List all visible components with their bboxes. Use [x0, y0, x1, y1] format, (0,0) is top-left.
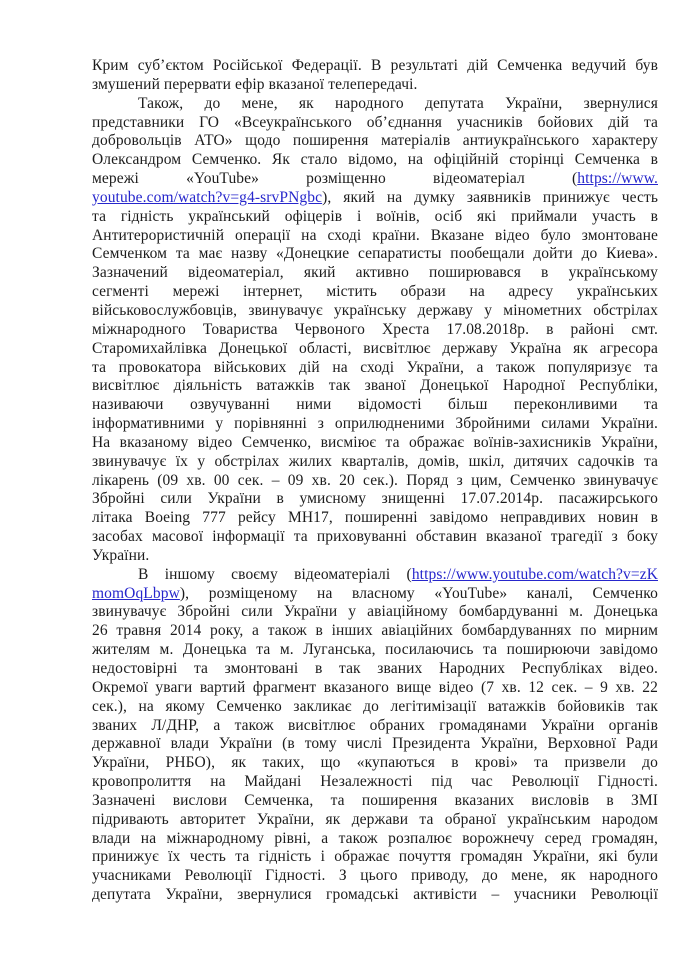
text-run: України. — [92, 546, 150, 564]
document-line — [92, 698, 658, 717]
text-run: принижує їх честь та гідність і ображає почуття громадян України, які були — [92, 848, 658, 866]
text-run: Окремої уваги вартий фрагмент вказаного вище відео (7 хв. 12 сек. – 9 хв. 22 — [92, 678, 658, 696]
document-line — [92, 434, 658, 453]
document-line — [92, 453, 658, 472]
youtube-link[interactable]: youtube.com/watch?v=g4-srvPNgbc — [92, 188, 323, 206]
text-run: та гідність український офіцерів і воїнів, осіб які приймали участь в — [92, 207, 658, 225]
document-line — [92, 208, 658, 227]
document-line — [92, 151, 658, 170]
document-line — [92, 528, 658, 547]
document-line — [92, 886, 658, 905]
document-line — [92, 340, 658, 359]
document-line — [92, 170, 658, 189]
document-line — [92, 132, 658, 151]
text-run: мережі «YouTube» розміщенно відеоматеріал ( — [92, 170, 578, 188]
document-line — [92, 754, 658, 773]
document-line — [92, 415, 658, 434]
document-line — [92, 264, 658, 283]
document-line — [92, 509, 658, 528]
document-line — [92, 227, 658, 246]
document-line — [92, 95, 658, 114]
text-run: літака Boeing 777 рейсу МН17, поширенні завідомо неправдивих новин в — [92, 509, 658, 527]
document-line — [92, 603, 658, 622]
text-run: недостовірні та змонтовані в так званих Народних Республіках відео. — [92, 660, 658, 677]
document-line — [92, 359, 658, 378]
text-run: України, РНБО), як таких, що «купаються в крові» та призвели до — [92, 754, 658, 772]
text-run: На вказаному відео Семченко, висміює та ображає воїнів-захисників України, — [92, 433, 658, 451]
text-run: інформативними у порівнянні з оприлюдненими Збройними силами України. — [92, 415, 658, 433]
document-line — [92, 283, 658, 302]
document-line — [92, 641, 658, 660]
text-run: званих Л/ДНР, а також висвітлює обраних громадянами України органів — [92, 716, 658, 734]
text-run: лікарень (09 хв. 00 сек. – 09 хв. 20 сек.). Поряд з цим, Семченко звинувачує — [92, 471, 658, 489]
text-run: депутата України, звернулися громадські активісти – учасники Революції — [92, 886, 658, 904]
text-run: Зазначений відеоматеріал, який активно поширювався в українському — [92, 264, 658, 282]
document-line — [92, 76, 658, 95]
document-line — [92, 830, 658, 849]
text-run: представники ГО «Всеукраїнського об’єднання учасників бойових дій та — [92, 113, 658, 131]
document-line — [92, 735, 658, 754]
text-run: Антитерористичній операції на сході країни. Вказане відео було змонтоване — [92, 226, 658, 244]
document-line — [92, 792, 658, 811]
text-run: влади на міжнародному рівні, а також розпалює ворожнечу серед громадян, — [92, 829, 658, 847]
text-run: ), розміщеному на власному «YouTube» каналі, Семченко — [179, 584, 658, 602]
text-run: підривають авторитет України, як держави та обраної українським народом — [92, 810, 658, 828]
text-run: Семченком та має назву «Донецкие сепаратисты пообещали дойти до Киева». — [92, 245, 658, 263]
text-run: сегменті мережі інтернет, містить образи на адресу українських — [92, 283, 658, 301]
document-line — [92, 679, 658, 698]
text-run: Зазначені вислови Семченка, та поширення вказаних висловів в ЗМІ — [92, 791, 658, 809]
document-text-block — [92, 57, 658, 905]
document-line — [92, 189, 658, 208]
text-run: сек.), на якому Семченко закликає до легітимізації ватажків бойовиків так — [92, 697, 658, 715]
text-run: звинувачує Збройні сили України у авіаційному бомбардуванні м. Донецька — [92, 603, 658, 621]
text-run: державної влади України (в тому числі Президента України, Верховної Ради — [92, 735, 658, 753]
text-run: кровопролиття на Майдані Незалежності під час Революції Гідності. — [92, 773, 658, 791]
text-run: добровольців АТО» щодо поширення матеріалів антиукраїнського характеру — [92, 132, 658, 150]
document-line — [92, 622, 658, 641]
text-run: В іншому своєму відеоматеріалі ( — [138, 565, 412, 583]
document-line — [92, 377, 658, 396]
document-line — [92, 773, 658, 792]
document-line — [92, 57, 658, 76]
text-run: Олександром Семченко. Як стало відомо, на офіційній сторінці Семченка в — [92, 151, 658, 169]
text-run: Крим суб’єктом Російської Федерації. В результаті дій Семченка ведучий був — [92, 57, 658, 74]
text-run: Збройні сили України в умисному знищенні 17.07.2014р. пасажирського — [92, 490, 658, 508]
text-run: Також, до мене, як народного депутата України, звернулися — [138, 94, 658, 112]
text-run: змушений перервати ефір вказаної телепередачі. — [92, 75, 418, 93]
text-run: та провокатора військових дій на сході України, а також популяризує та — [92, 358, 658, 376]
text-run: учасниками Революції Гідності. З цього приводу, до мене, як народного — [92, 867, 658, 885]
document-line — [92, 717, 658, 736]
youtube-link[interactable]: momOqLbpw — [92, 584, 180, 602]
document-line — [92, 547, 658, 566]
text-run: звинувачує їх у обстрілах жилих кварталів, домів, шкіл, дитячих садочків та — [92, 452, 658, 470]
document-line — [92, 490, 658, 509]
youtube-link[interactable]: https://www. — [577, 170, 658, 188]
text-run: називаючи озвучуванні ними відомості більш переконливими та — [92, 396, 658, 414]
document-line — [92, 811, 658, 830]
document-line — [92, 114, 658, 133]
text-run: військовослужбовців, звинувачує українську державу у мінометних обстрілах — [92, 301, 658, 319]
document-line — [92, 566, 658, 585]
document-line — [92, 321, 658, 340]
document-line — [92, 585, 658, 604]
youtube-link[interactable]: https://www.youtube.com/watch?v=zK — [411, 565, 658, 583]
text-run: висвітлює діяльність ватажків так званої Донецької Народної Республіки, — [92, 377, 658, 395]
text-run: міжнародного Товариства Червоного Хреста 17.08.2018р. в районі смт. — [92, 320, 658, 338]
text-run: засобах масової інформації та приховуванні обставин вказаної трагедії з боку — [92, 528, 658, 546]
document-line — [92, 472, 658, 491]
document-line — [92, 660, 658, 679]
text-run: ), який на думку заявників принижує честь — [322, 188, 658, 206]
document-line — [92, 245, 658, 264]
text-run: Старомихайлівка Донецької області, висвітлює державу Україна як агресора — [92, 339, 658, 357]
document-line — [92, 302, 658, 321]
text-run: жителям м. Донецька та м. Луганська, посилаючись та поширюючи завідомо — [92, 641, 658, 659]
document-line — [92, 867, 658, 886]
document-line — [92, 396, 658, 415]
text-run: 26 травня 2014 року, а також в інших авіаційних бомбардуваннях по мирним — [92, 622, 658, 640]
document-line — [92, 848, 658, 867]
